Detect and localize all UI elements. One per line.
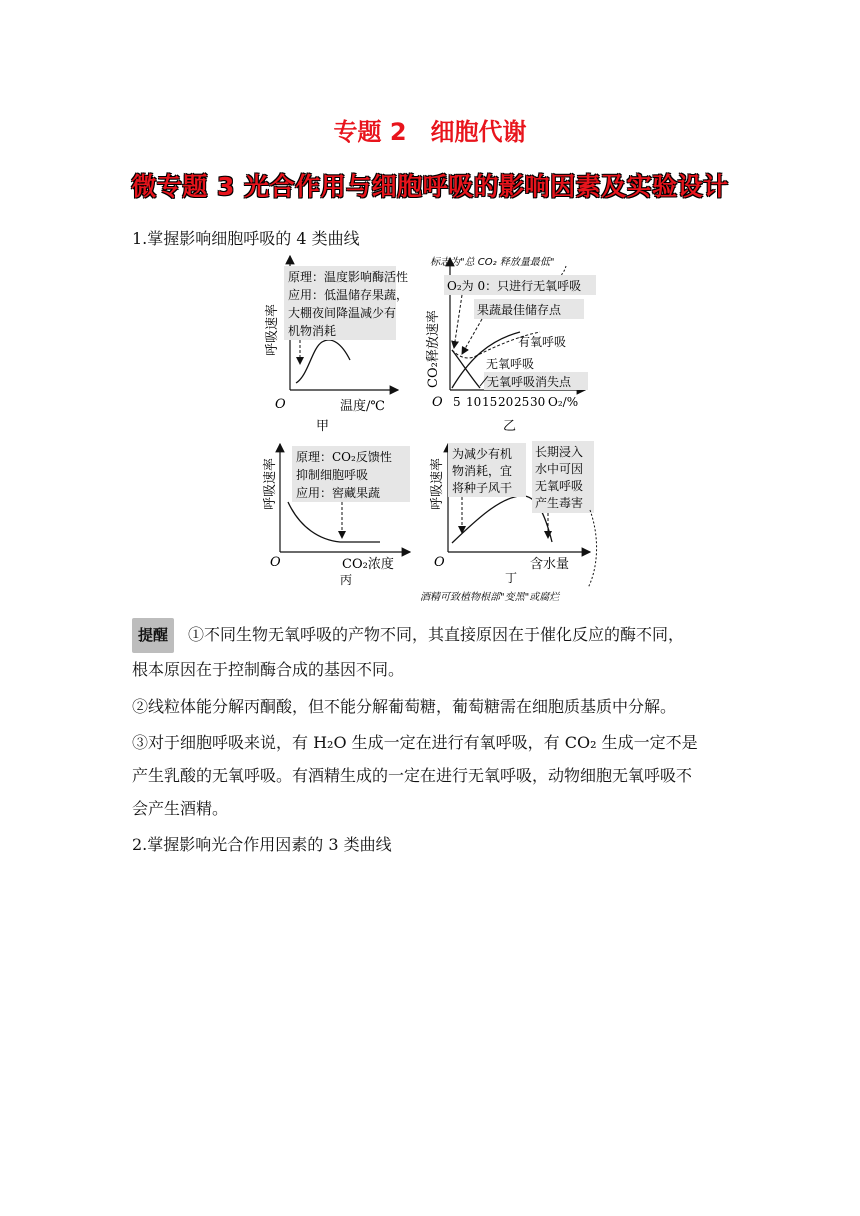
yi-tick-10: 10 xyxy=(466,395,482,409)
yi-tick-30: 30 xyxy=(530,395,546,409)
yi-tick-25: 25 xyxy=(514,395,530,409)
tip-badge: 提醒 xyxy=(132,618,174,653)
bing-curve xyxy=(288,502,380,542)
yi-caption: 乙 xyxy=(503,419,517,434)
tip-p3-line1: ③对于细胞呼吸来说，有 H₂O 生成一定在进行有氧呼吸，有 CO₂ 生成一定不是 xyxy=(132,733,698,752)
chart-yi xyxy=(425,256,596,434)
bing-box-line2: 抑制细胞呼吸 xyxy=(296,468,369,482)
tip-p3-line3: 会产生酒精。 xyxy=(132,799,229,818)
bing-caption: 丙 xyxy=(340,573,353,587)
bing-ylabel: 呼吸速率 xyxy=(263,457,278,510)
yi-xlabel: O₂/% xyxy=(548,395,579,409)
yi-tick-5: 5 xyxy=(453,395,461,409)
ding-box-right-line2: 水中可因 xyxy=(535,462,584,476)
yi-tick-20: 20 xyxy=(498,395,514,409)
jia-caption: 甲 xyxy=(316,419,330,434)
jia-curve xyxy=(296,340,350,383)
jia-box-line3: 大棚夜间降温减少有 xyxy=(288,306,397,320)
ding-box-right-line4: 产生毒害 xyxy=(535,496,584,510)
chapter-title: 专题 2 细胞代谢 xyxy=(333,118,527,146)
yi-note-top: 标志为"总 CO₂ 释放量最低" xyxy=(430,257,555,268)
ding-xlabel: 含水量 xyxy=(530,557,570,572)
heading-respiration-curves: 1.掌握影响细胞呼吸的 4 类曲线 xyxy=(132,229,360,248)
jia-box-line1: 原理：温度影响酶活性 xyxy=(288,270,409,284)
ding-box-left-line2: 物消耗，宜 xyxy=(452,464,513,478)
jia-origin: O xyxy=(275,397,286,412)
jia-ylabel: 呼吸速率 xyxy=(265,303,280,356)
ding-box-right-line1: 长期浸入 xyxy=(535,445,584,459)
ding-ylabel: 呼吸速率 xyxy=(430,457,445,510)
chart-ding xyxy=(420,441,597,603)
yi-ylabel: CO₂释放速率 xyxy=(426,310,441,388)
jia-box-line2: 应用：低温储存果蔬， xyxy=(288,288,409,302)
yi-label-aerobic: 有氧呼吸 xyxy=(518,335,567,349)
yi-origin: O xyxy=(432,395,443,410)
bing-xlabel: CO₂浓度 xyxy=(342,557,394,572)
yi-box-vanish-text: 无氧呼吸消失点 xyxy=(487,375,572,389)
tip-p3-line2: 产生乳酸的无氧呼吸。有酒精生成的一定在进行无氧呼吸，动物细胞无氧呼吸不 xyxy=(132,766,693,785)
ding-box-right-line3: 无氧呼吸 xyxy=(535,479,584,493)
jia-box-line4: 机物消耗 xyxy=(288,324,337,338)
yi-label-anaerobic: 无氧呼吸 xyxy=(486,357,535,371)
ding-origin: O xyxy=(434,555,445,570)
jia-xlabel: 温度/℃ xyxy=(340,399,385,414)
yi-box-o2zero-text: O₂为 0：只进行无氧呼吸 xyxy=(447,279,582,293)
ding-caption: 丁 xyxy=(505,571,518,585)
ding-box-left-line3: 将种子风干 xyxy=(452,481,513,495)
chart-jia xyxy=(264,256,408,434)
tip-paragraph-3 xyxy=(132,726,732,825)
bing-box-line1: 原理：CO₂反馈性 xyxy=(296,450,392,464)
yi-tick-15: 15 xyxy=(482,395,498,409)
heading-photosynthesis-curves: 2.掌握影响光合作用因素的 3 类曲线 xyxy=(132,835,392,854)
chart-bing xyxy=(262,444,410,587)
respiration-figure xyxy=(0,248,860,608)
yi-box-store-text: 果蔬最佳储存点 xyxy=(477,303,562,317)
bing-box-line3: 应用：窖藏果蔬 xyxy=(296,486,381,500)
bing-origin: O xyxy=(270,555,281,570)
tip-p1-line1: ①不同生物无氧呼吸的产物不同，其直接原因在于催化反应的酶不同， xyxy=(188,625,685,644)
tip-paragraph-2: ②线粒体能分解丙酮酸，但不能分解葡萄糖，葡萄糖需在细胞质基质中分解。 xyxy=(132,697,677,716)
section-title: 微专题 3 光合作用与细胞呼吸的影响因素及实验设计 xyxy=(131,172,729,201)
ding-note-bottom: 酒精可致植物根部"变黑"或腐烂 xyxy=(420,592,560,603)
tip-p1-line2: 根本原因在于控制酶合成的基因不同。 xyxy=(132,660,405,679)
tip-paragraph-1 xyxy=(132,618,732,686)
ding-box-left-line1: 为减少有机 xyxy=(452,447,513,461)
